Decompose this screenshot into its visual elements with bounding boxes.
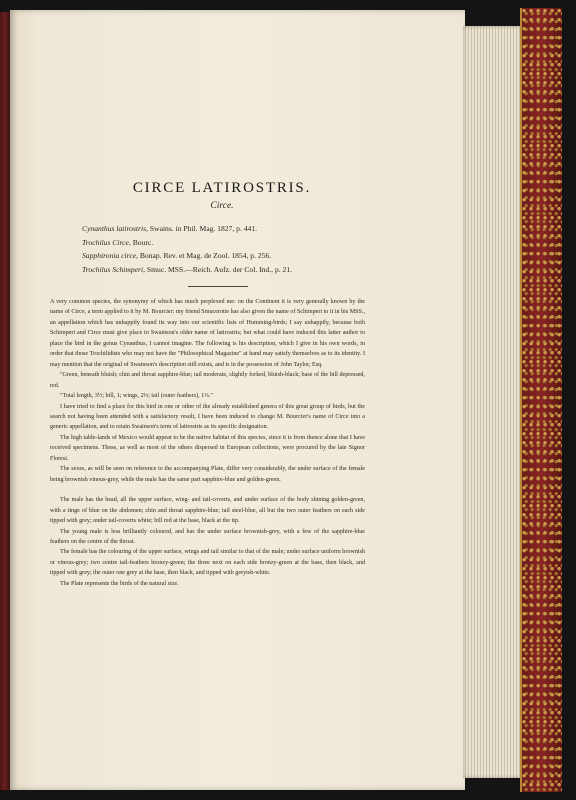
body-paragraph: The high table-lands of Mexico would appear to be the native habitat of this species, since it is from thence alone that I have received specimens. These, as well as most of the others dispersed in European collections, were procured by the late Signor Floresi. [50, 434, 365, 462]
synonym-entry: Trochilus Circe, Bourc. [82, 237, 154, 247]
body-paragraph: The young male is less brilliantly coloured, and has the under surface brownish-grey, with a few of the sapphire-blue feathers on the centre of the throat. [50, 528, 365, 545]
page-stack-edge [463, 26, 523, 778]
synonym-entry: Cynanthus latirostris, Swains. in Phil. Mag. 1827, p. 441. [82, 224, 258, 233]
page-title: CIRCE LATIROSTRIS. [132, 180, 312, 196]
body-paragraph: The sexes, as will be seen on reference to the accompanying Plate, differ very considerably, the under surface of the female being brownish vinous-grey, while the male has the same part sapphire-blue and golden-green. [50, 466, 365, 483]
synonym-entry: Trochilus Schimperi, Smuc. MSS.—Reich. Aufz. der Col. Ind., p. 21. [82, 264, 293, 274]
genus-subtitle: Circe. [210, 201, 234, 211]
body-paragraph: The female has the colouring of the upper surface, wings and tail similar to that of the male; under surface uniform brownish or vinous-grey; two centre tail-feathers bronzy-green; the three next on each side bronzy-green at the base, then black, and tipped with grey; the outer one grey at the base, then black, and tipped with greyish-white. [50, 549, 365, 577]
body-paragraph: "Green, beneath bluish; chin and throat sapphire-blue; tail moderate, slightly forked, bluish-black; base of the bill depressed, red. [50, 372, 365, 389]
body-paragraph: The male has the head, all the upper surface, wing- and tail-coverts, and under surface of the body shining golden-green, with a tinge of blue on the abdomen; chin and throat sapphire-blue; tail steel-blue, all but the two outer feathers on each side tipped with grey; under tail-coverts white; bill red at the base, black at the tip. [50, 497, 365, 525]
section-divider [188, 286, 248, 287]
species-description [50, 297, 365, 589]
ornate-cover-edge [520, 8, 562, 792]
body-paragraph: The Plate represents the birds of the natural size. [60, 580, 179, 587]
body-paragraph: A very common species, the synonymy of which has much perplexed me: on the Continent it is very generally known by the name of Circe, a term applied to it by M. Bourcier: my friend Smucerotte has also given the name of Schimperi to it in his MSS., an appellation which has unhappily found its way into our scientific lists of Humming-birds; I say unhappily, because both Schimperi and Circe must give place to Swainson's older name of latirostris; but what could have induced this latter author to place the bird in the genus Cynanthus, I cannot imagine. The following is his description, which I give in his own words, in order that those Trochilidists who may not have the "Philosophical Magazine" at hand may satisfy themselves as to its identity. I may mention that the original of Swainson's description still exists, and is in the possession of John Taylor, Esq. [50, 299, 365, 368]
synonymy-list [82, 222, 382, 276]
body-paragraph: "Total length, 3½; bill, 1; wings, 2⅓; tail (outer feathers), 1⅓." [60, 393, 213, 400]
synonym-entry: Sapphironia circe, Bonap. Rev. et Mag. de Zool. 1854, p. 256. [82, 251, 272, 261]
body-paragraph: I have tried to find a place for this bird in one or other of the already established genera of this great group of birds, but the search not having been attended with a satisfactory result, I have been induced to change M. Bourcier's name of Circe into a generic appellation, and to retain Swainson's term of latirostris as its specific designation. [50, 403, 365, 431]
